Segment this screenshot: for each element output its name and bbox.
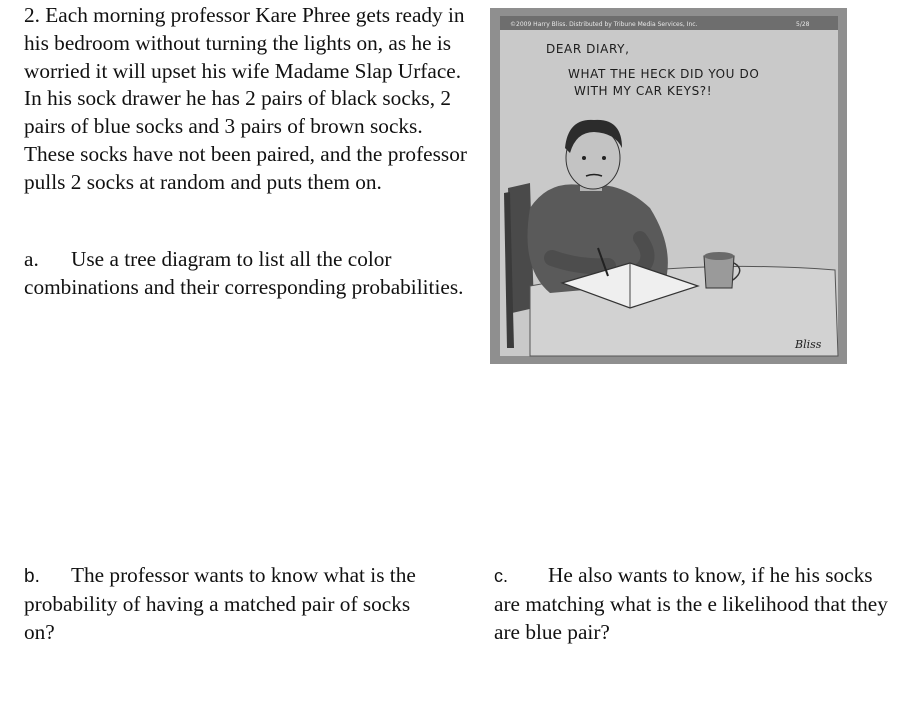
part-b-label: b. [24,566,40,587]
part-c-text: He also wants to know, if he his socks are matching what is the e likelihood that they are blue pair? [494,563,888,644]
part-a-text: Use a tree diagram to list all the color combinations and their corresponding probabilities. [24,247,464,299]
comic-copyright: ©2009 Harry Bliss. Distributed by Tribune Media Services, Inc. [510,21,698,28]
part-a-label: a. [24,247,39,271]
comic-caption-line3: WITH MY CAR KEYS?! [574,84,713,98]
comic-caption-line1: DEAR DIARY, [546,42,630,56]
part-a-question [24,246,464,302]
comic-caption-line2: WHAT THE HECK DID YOU DO [568,67,760,81]
part-b-question [24,562,444,646]
problem-statement: 2. Each morning professor Kare Phree gets ready in his bedroom without turning the lights on, as he is worried it will upset his wife Madame Slap Urface. In his sock drawer he has 2 pairs of black socks, 2 pairs of blue socks and 3 pairs of brown socks. These socks have not been paired, and the professor pulls 2 socks at random and puts them on. [24,3,467,194]
part-c-question [494,562,894,646]
comic-signature: Bliss [795,338,822,351]
part-c-label: c. [494,566,509,586]
comic-date: 5/28 [796,21,810,28]
part-b-text: The professor wants to know what is the probability of having a matched pair of socks on? [24,563,416,644]
comic-image [490,8,847,364]
